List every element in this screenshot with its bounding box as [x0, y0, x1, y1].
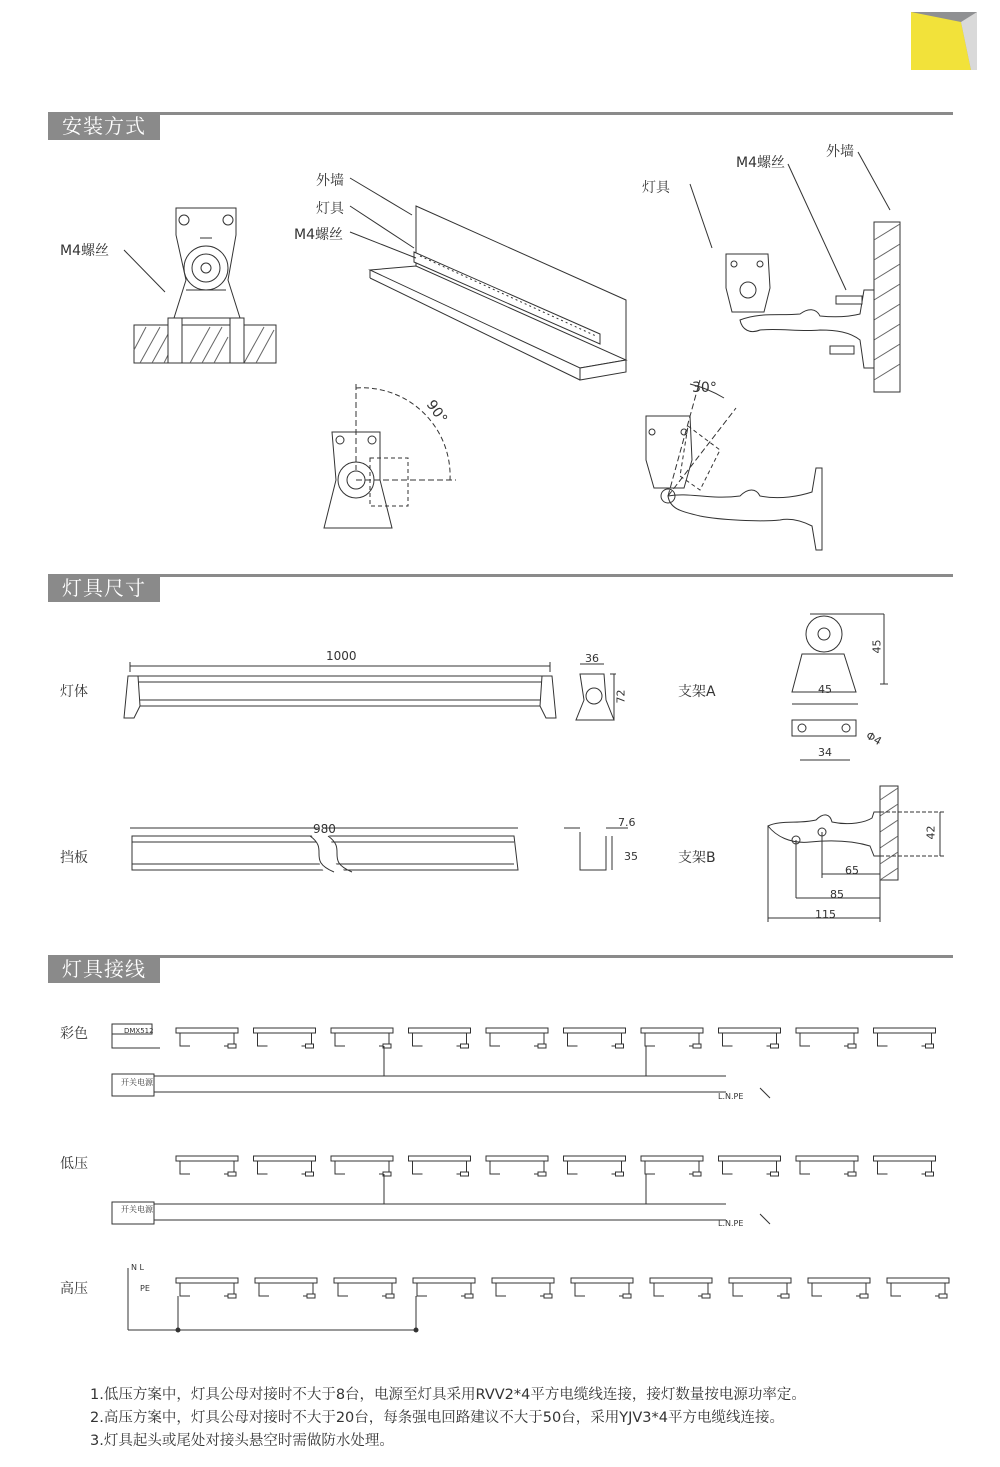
section-title-dimensions: 灯具尺寸 [48, 574, 160, 602]
wiring-fixture-icon-connector [781, 1294, 789, 1298]
wiring-fixture-icon-lead [413, 1161, 423, 1174]
dim-115: 115 [815, 908, 836, 921]
section-rule [48, 574, 953, 577]
wiring-fixture-icon [641, 1028, 703, 1033]
bracket-b-figure [768, 786, 944, 922]
ground-mark [760, 1088, 770, 1098]
wiring-fixture-icon-lead [891, 1283, 901, 1296]
wiring-fixture-icon-lead [180, 1283, 190, 1296]
dim-45-h: 45 [870, 639, 884, 654]
wiring-fixture-icon [808, 1278, 870, 1283]
wiring-fixture-icon-lead [180, 1161, 190, 1174]
wiring-fixture-icon [492, 1278, 554, 1283]
m4-screw-label-1: M4螺丝 [60, 243, 109, 259]
m4-screw-label-3: M4螺丝 [736, 155, 785, 171]
wiring-fixture-icon-connector [860, 1294, 868, 1298]
dim-45-w: 45 [818, 683, 832, 696]
notes [90, 1384, 806, 1453]
wiring-fixture-icon [796, 1156, 858, 1161]
wiring-fixture-icon-lead [568, 1033, 578, 1046]
base-mount-figure [134, 208, 276, 363]
hv-node [414, 1328, 418, 1332]
psu-label-2: 开关电源 [121, 1205, 153, 1214]
section-title-wiring: 灯具接线 [48, 955, 160, 983]
wiring-fixture-icon [729, 1278, 791, 1283]
wiring-fixture-icon-connector [461, 1172, 469, 1176]
dim-1000: 1000 [326, 649, 357, 663]
angle-30-label: 30° [692, 380, 717, 396]
wiring-fixture-icon-lead [733, 1283, 743, 1296]
wiring-fixture-icon-lead [645, 1161, 655, 1174]
wiring-fixture-icon [641, 1156, 703, 1161]
wiring-fixture-icon [486, 1156, 548, 1161]
wiring-fixture-icon-lead [417, 1283, 427, 1296]
wiring-fixture-icon-connector [228, 1044, 236, 1048]
wiring-color-label: 彩色 [60, 1026, 88, 1042]
fixture-label-2: 灯具 [642, 180, 670, 196]
wiring-fixture-icon-connector [939, 1294, 947, 1298]
wiring-fixture-icon [176, 1156, 238, 1161]
section-title-install: 安装方式 [48, 112, 160, 140]
bracket-b-label: 支架B [678, 850, 716, 866]
wiring-fixture-icon-connector [538, 1172, 546, 1176]
wiring-fixture-icon-lead [800, 1033, 810, 1046]
baffle-figure [130, 828, 628, 876]
wiring-fixture-icon-connector [616, 1172, 624, 1176]
pe-label: PE [140, 1284, 150, 1293]
wiring-fixture-icon-lead [496, 1283, 506, 1296]
wiring-fixture-icon-lead [335, 1033, 345, 1046]
wiring-fixture-icon-connector [228, 1294, 236, 1298]
wiring-fixture-icon-connector [461, 1044, 469, 1048]
wiring-fixture-icon-lead [723, 1033, 733, 1046]
install-diagram [0, 140, 1000, 570]
note-1: 1.低压方案中，灯具公母对接时不大于8台，电源至灯具采用RVV2*4平方电缆线连接，接灯数量按电源功率定。 [90, 1387, 806, 1403]
wiring-high-voltage-label: 高压 [60, 1281, 88, 1297]
wiring-fixture-icon-connector [538, 1044, 546, 1048]
wiring-fixture-icon-lead [338, 1283, 348, 1296]
wiring-fixture-icon-connector [228, 1172, 236, 1176]
wiring-fixture-icon-connector [771, 1172, 779, 1176]
wiring-fixture-icon-connector [848, 1172, 856, 1176]
wiring-fixture-icon [719, 1028, 781, 1033]
wiring-fixture-icon-lead [180, 1033, 190, 1046]
wiring-low-voltage-label: 低压 [60, 1156, 88, 1172]
wiring-fixture-icon [331, 1028, 393, 1033]
wiring-fixture-icon-connector [926, 1044, 934, 1048]
note-3: 3.灯具起头或尾处对接头悬空时需做防水处理。 [90, 1433, 394, 1449]
outer-wall-label-2: 外墙 [826, 144, 854, 160]
lnpe-label-1: L.N.PE [718, 1092, 744, 1101]
wiring-fixture-icon-connector [623, 1294, 631, 1298]
wiring-fixture-icon [486, 1028, 548, 1033]
dim-7-6: 7.6 [618, 816, 636, 829]
section-rule [48, 112, 953, 115]
wiring-fixture-icon-lead [812, 1283, 822, 1296]
wiring-fixture-icon-lead [723, 1161, 733, 1174]
hv-node [176, 1328, 180, 1332]
wiring-fixture-icon-connector [771, 1044, 779, 1048]
wiring-fixture-icon-connector [544, 1294, 552, 1298]
dim-42: 42 [924, 825, 938, 840]
lamp-side-figure [576, 664, 616, 720]
wiring-fixture-icon [571, 1278, 633, 1283]
rotate-30-figure [646, 380, 822, 550]
dim-72: 72 [614, 689, 628, 704]
section-rule [48, 955, 953, 958]
wiring-fixture-icon [887, 1278, 949, 1283]
wiring-fixture-icon-connector [702, 1294, 710, 1298]
wiring-fixture-icon-connector [848, 1044, 856, 1048]
wiring-fixture-icon-lead [335, 1161, 345, 1174]
psu-label-1: 开关电源 [121, 1078, 153, 1087]
dim-980: 980 [313, 822, 336, 836]
wiring-fixture-icon [874, 1028, 936, 1033]
dim-34: 34 [818, 746, 832, 759]
dim-85: 85 [830, 888, 844, 901]
wiring-fixture-icon-lead [258, 1161, 268, 1174]
wiring-fixture-icon [413, 1278, 475, 1283]
wiring-fixture-icon-lead [490, 1033, 500, 1046]
wiring-fixture-icon [409, 1028, 471, 1033]
wiring-fixture-icon [254, 1156, 316, 1161]
outer-wall-label-1: 外墙 [316, 173, 344, 189]
wiring-fixture-icon [176, 1278, 238, 1283]
wiring-fixture-icon-lead [575, 1283, 585, 1296]
wiring-fixture-icon [564, 1028, 626, 1033]
dim-36: 36 [585, 652, 599, 665]
wiring-fixture-icon [334, 1278, 396, 1283]
wiring-fixture-icon [564, 1156, 626, 1161]
wiring-fixture-icon-connector [616, 1044, 624, 1048]
fixture-label-1: 灯具 [316, 201, 344, 217]
wiring-fixture-icon [409, 1156, 471, 1161]
m4-screw-label-2: M4螺丝 [294, 227, 343, 243]
dim-65: 65 [845, 864, 859, 877]
dmx-label: DMX512 [124, 1027, 154, 1035]
dmx-line [112, 1034, 160, 1048]
wiring-fixture-icon-lead [800, 1161, 810, 1174]
logo-icon [911, 12, 977, 70]
note-2: 2.高压方案中，灯具公母对接时不大于20台，每条强电回路建议不大于50台，采用YJV3*4平方电缆线连接。 [90, 1410, 784, 1426]
wiring-fixture-icon-lead [654, 1283, 664, 1296]
dimension-diagram [0, 600, 1000, 940]
wiring-fixture-icon [331, 1156, 393, 1161]
wiring-fixture-icon-lead [490, 1161, 500, 1174]
wiring-fixture-icon-connector [306, 1172, 314, 1176]
wiring-fixture-icon-lead [413, 1033, 423, 1046]
angle-90-label: 90° [422, 397, 451, 427]
wiring-fixture-icon-connector [306, 1044, 314, 1048]
wiring-fixture-icon-lead [568, 1161, 578, 1174]
wiring-fixture-icon [874, 1156, 936, 1161]
wiring-fixture-icon [650, 1278, 712, 1283]
wiring-fixture-icon-connector [693, 1044, 701, 1048]
wiring-fixture-icon-lead [645, 1033, 655, 1046]
lamp-body-figure [124, 662, 556, 718]
wiring-fixture-icon [254, 1028, 316, 1033]
wiring-fixture-icon [796, 1028, 858, 1033]
wiring-fixture-icon-connector [693, 1172, 701, 1176]
wiring-fixture-icon-lead [878, 1161, 888, 1174]
wiring-fixture-icon-connector [926, 1172, 934, 1176]
wiring-fixture-icon-connector [386, 1294, 394, 1298]
wiring-fixture-icon-lead [259, 1283, 269, 1296]
baffle-label: 挡板 [60, 850, 88, 866]
bracket-a-label: 支架A [678, 684, 716, 700]
ground-mark [760, 1214, 770, 1224]
wall-bracket-figure [726, 222, 900, 392]
dim-35: 35 [624, 850, 638, 863]
wiring-fixture-icon [255, 1278, 317, 1283]
wiring-fixture-icon [176, 1028, 238, 1033]
wiring-fixture-icon-lead [258, 1033, 268, 1046]
wiring-fixture-icon-connector [465, 1294, 473, 1298]
wiring-fixture-icon-lead [878, 1033, 888, 1046]
nl-label: N L [131, 1263, 144, 1272]
lnpe-label-2: L.N.PE [718, 1219, 744, 1228]
wiring-diagram [0, 1000, 1000, 1360]
wiring-fixture-icon [719, 1156, 781, 1161]
dim-phi4: Φ4 [863, 728, 884, 749]
wall-perspective-figure [370, 206, 626, 380]
wiring-fixture-icon-connector [307, 1294, 315, 1298]
lamp-body-label: 灯体 [60, 684, 88, 700]
